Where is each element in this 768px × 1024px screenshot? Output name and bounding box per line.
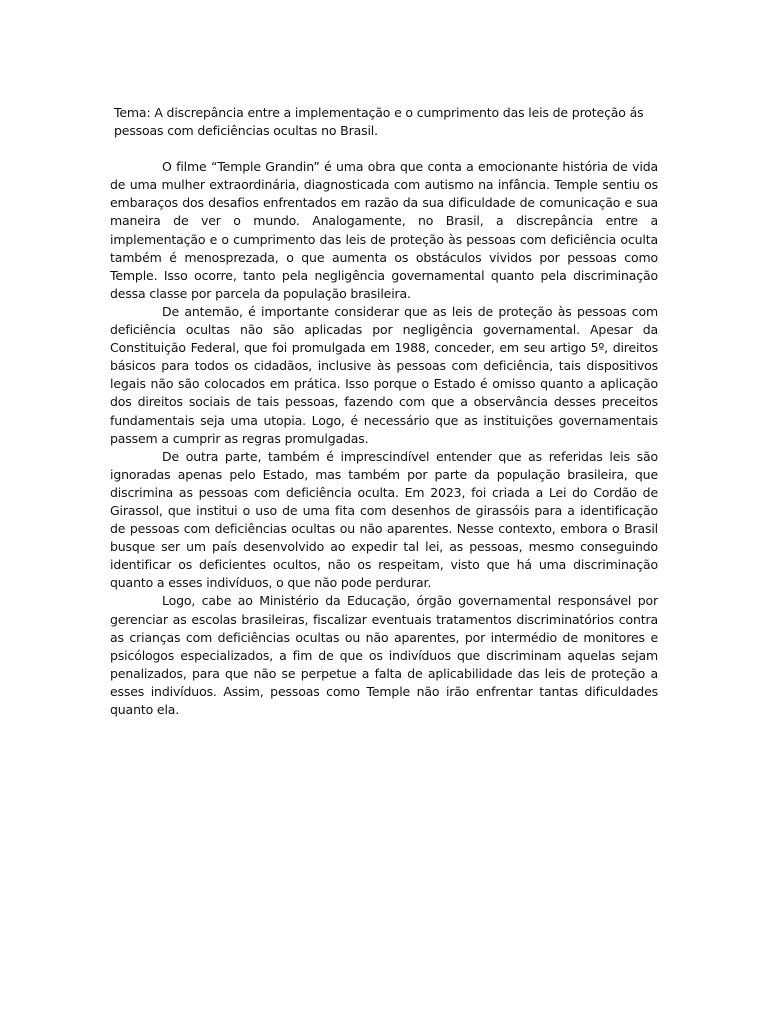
- paragraph-development-1: De antemão, é importante considerar que as leis de proteção às pessoas com deficiência ocultas não são aplicadas por negligência governamental. Apesar da Constituição Federal, que foi promulgada em 1988, conceder, em seu artigo 5º, direitos básicos para todos os cidadãos, inclusive às pessoas com deficiência, tais dispositivos legais não são colocados em prática. Isso porque o Estado é omisso quanto a aplicação dos direitos sociais de tais pessoas, fazendo com que a observância desses preceitos fundamentais seja uma utopia. Logo, é necessário que as instituições governamentais passem a cumprir as regras promulgadas.: [110, 303, 658, 446]
- essay-body: [110, 104, 658, 719]
- paragraph-development-2: De outra parte, também é imprescindível entender que as referidas leis são ignoradas apenas pelo Estado, mas também por parte da população brasileira, que discrimina as pessoas com deficiência oculta. Em 2023, foi criada a Lei do Cordão de Girassol, que institui o uso de uma fita com desenhos de girassóis para a identificação de pessoas com deficiências ocultas ou não aparentes. Nesse contexto, embora o Brasil busque ser um país desenvolvido ao expedir tal lei, as pessoas, mesmo conseguindo identificar os deficientes ocultos, não os respeitam, visto que há uma discriminação quanto a esses indivíduos, o que não pode perdurar.: [110, 448, 658, 591]
- essay-title: Tema: A discrepância entre a implementação e o cumprimento das leis de proteção ás pessoas com deficiências ocultas no Brasil.: [114, 105, 644, 139]
- paragraph-introduction: O filme “Temple Grandin” é uma obra que conta a emocionante história de vida de uma mulher extraordinária, diagnosticada com autismo na infância. Temple sentiu os embaraços dos desafios enfrentados em razão da sua dificuldade de comunicação e sua maneira de ver o mundo. Analogamente, no Brasil, a discrepância entre a implementação e o cumprimento das leis de proteção às pessoas com deficiência oculta também é menosprezada, o que aumenta os obstáculos vividos por pessoas como Temple. Isso ocorre, tanto pela negligência governamental quanto pela discriminação dessa classe por parcela da população brasileira.: [110, 159, 658, 301]
- paragraph-conclusion: Logo, cabe ao Ministério da Educação, órgão governamental responsável por gerenciar as escolas brasileiras, fiscalizar eventuais tratamentos discriminatórios contra as crianças com deficiências ocultas ou não aparentes, por intermédio de monitores e psicólogos especializados, a fim de que os indivíduos que discriminam aquelas sejam penalizados, para que não se perpetue a falta de aplicabilidade das leis de proteção a esses indivíduos. Assim, pessoas como Temple não irão enfrentar tantas dificuldades quanto ela.: [110, 593, 658, 717]
